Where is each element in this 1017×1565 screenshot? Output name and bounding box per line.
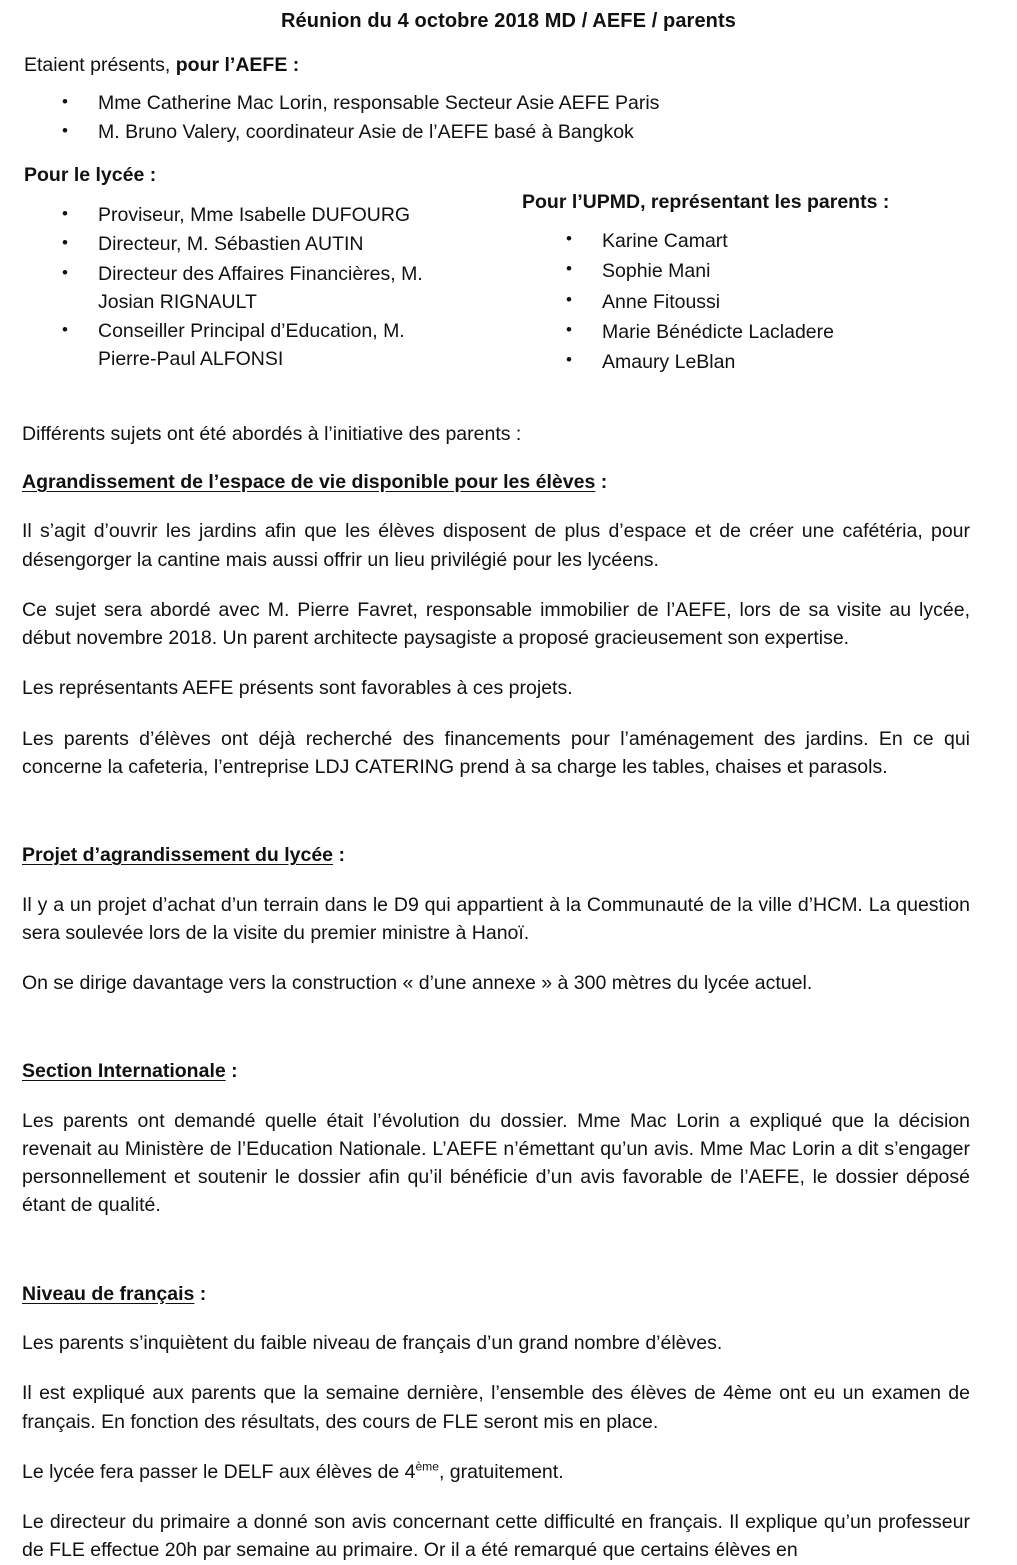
- list-item: [508, 348, 1008, 376]
- section-heading-text: Section Internationale: [22, 1060, 226, 1083]
- section-heading-agrandissement-espace: [22, 470, 1017, 495]
- upmd-attendee-label: Amaury LeBlan: [602, 351, 736, 374]
- section1-paragraph-1: Il s’agit d’ouvrir les jardins afin que les élèves disposent de plus d’espace et de créer une cafétéria, pour désengorger la cantine mais aussi offrir un lieu privilégié pour les lycéens.: [22, 520, 970, 571]
- section-heading-section-internationale: [22, 1059, 1017, 1084]
- lycee-heading: Pour le lycée :: [24, 164, 157, 187]
- section2-paragraph-2: On se dirige davantage vers la construction « d’une annexe » à 300 mètres du lycée actuel.: [22, 972, 813, 995]
- lycee-column: [0, 190, 500, 376]
- upmd-attendee-label: Karine Camart: [602, 230, 728, 253]
- section1-paragraph-2: Ce sujet sera abordé avec M. Pierre Favret, responsable immobilier de l’AEFE, lors de sa visite au lycée, début novembre 2018. Un parent architecte paysagiste a proposé gracieusement son expertise.: [22, 598, 970, 650]
- upmd-attendee-label: Anne Fitoussi: [602, 290, 721, 313]
- section2-paragraph-1: Il y a un projet d’achat d’un terrain dans le D9 qui appartient à la Communauté de la ville d’HCM. La question sera soulevée lors de la visite du premier ministre à Hanoï.: [22, 893, 970, 944]
- aefe-attendee-label: Mme Catherine Mac Lorin, responsable Secteur Asie AEFE Paris: [98, 91, 660, 114]
- aefe-attendee-label: M. Bruno Valery, coordinateur Asie de l’AEFE basé à Bangkok: [98, 120, 634, 143]
- section-heading-colon: :: [194, 1282, 207, 1305]
- delf-text-after: , gratuitement.: [438, 1460, 564, 1483]
- section4-paragraph-3: [22, 1458, 970, 1486]
- lycee-attendee-label: Proviseur, Mme Isabelle DUFOURG: [98, 203, 411, 226]
- aefe-attendee-list: [0, 90, 1017, 146]
- section1-paragraph-4: Les parents d’élèves ont déjà recherché des financements pour l’aménagement des jardins. En ce qui concerne la cafeteria, l’entreprise LDJ CATERING prend à sa charge les tables, chaises et parasols.: [22, 727, 970, 778]
- section-heading-text: Agrandissement de l’espace de vie disponible pour les élèves: [22, 470, 596, 493]
- list-item: [0, 119, 1017, 147]
- list-item: [0, 231, 500, 259]
- upmd-heading: Pour l’UPMD, représentant les parents :: [522, 190, 890, 213]
- attendance-intro-regular: Etaient présents,: [24, 54, 176, 76]
- attendance-columns: [0, 190, 1017, 380]
- section-heading-niveau-de-francais: [22, 1282, 1017, 1307]
- ordinal-superscript: ème: [415, 1459, 439, 1474]
- section-heading-text: Niveau de français: [22, 1282, 195, 1305]
- upmd-column: [508, 190, 1008, 379]
- lycee-attendee-list: [0, 202, 500, 374]
- delf-text-before: Le lycée fera passer le DELF aux élèves de 4: [22, 1460, 416, 1483]
- list-item: [0, 202, 500, 230]
- section4-paragraph-4: Le directeur du primaire a donné son avis concernant cette difficulté en français. Il explique qu’un professeur de FLE effectue 20h par semaine au primaire. Or il a été remarqué que certains élèves en: [22, 1511, 970, 1562]
- upmd-attendee-label: Marie Bénédicte Lacladere: [602, 320, 834, 343]
- document-page: [0, 9, 1017, 1562]
- page-title: Réunion du 4 octobre 2018 MD / AEFE / parents: [281, 10, 736, 32]
- list-item: [0, 90, 1017, 118]
- lycee-attendee-label: Conseiller Principal d’Education, M. Pierre-Paul ALFONSI: [98, 320, 405, 371]
- attendance-intro-bold: pour l’AEFE :: [175, 54, 300, 76]
- section-heading-colon: :: [225, 1060, 238, 1083]
- upmd-attendee-label: Sophie Mani: [602, 260, 711, 283]
- list-item: [508, 257, 1008, 285]
- section-heading-colon: :: [333, 844, 345, 867]
- section1-paragraph-3: Les représentants AEFE présents sont favorables à ces projets.: [22, 677, 573, 700]
- section-heading-projet-agrandissement: [22, 843, 1017, 868]
- section-heading-text: Projet d’agrandissement du lycée: [22, 844, 334, 867]
- list-item: [508, 227, 1008, 255]
- section4-paragraph-2: Il est expliqué aux parents que la semaine dernière, l’ensemble des élèves de 4ème ont eu un examen de français. En fonction des résultats, des cours de FLE seront mis en place.: [22, 1382, 970, 1433]
- list-item: [508, 288, 1008, 316]
- list-item: [508, 318, 1008, 346]
- attendance-intro: [24, 53, 1017, 78]
- lycee-attendee-label: Directeur, M. Sébastien AUTIN: [98, 233, 364, 256]
- list-item: [0, 261, 500, 316]
- body-intro: Différents sujets ont été abordés à l’initiative des parents :: [22, 422, 522, 445]
- section3-paragraph-1: Les parents ont demandé quelle était l’évolution du dossier. Mme Mac Lorin a expliqué que la décision revenait au Ministère de l’Education Nationale. L’AEFE n’émettant qu’un avis. Mme Mac Lorin a dit s’engager personnellement et soutenir le dossier afin qu’il bénéficie d’un avis favorable de l’AEFE, le dossier déposé étant de qualité.: [22, 1109, 970, 1217]
- lycee-attendee-label: Directeur des Affaires Financières, M. Josian RIGNAULT: [98, 263, 423, 313]
- section4-paragraph-1: Les parents s’inquiètent du faible niveau de français d’un grand nombre d’élèves.: [22, 1332, 723, 1355]
- section-heading-colon: :: [595, 470, 608, 493]
- list-item: [0, 318, 500, 373]
- upmd-attendee-list: [508, 227, 1008, 376]
